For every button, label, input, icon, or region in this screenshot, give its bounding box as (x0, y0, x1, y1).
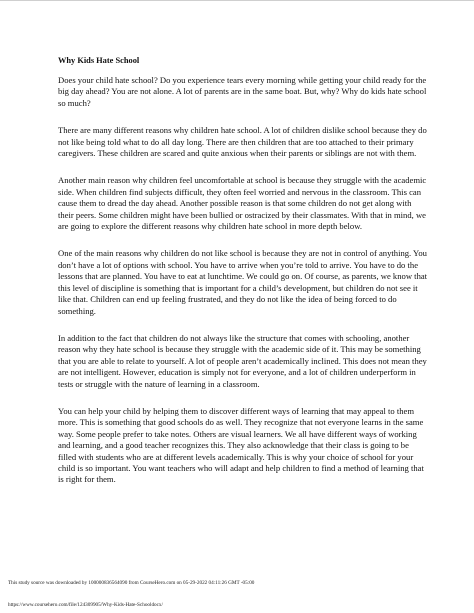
paragraph-structure: In addition to the fact that children do not always like the structure that comes with schooling, another reason why they hate school is because they struggle with the academic side of it. This may be something that you are able to relate to yourself. A lot of people aren’t academically inclined. This does not mean they are not intelligent. However, education is simply not for everyone, and a lot of children underperform in tests or struggle with the nature of learning in a classroom. (58, 332, 427, 389)
top-divider (0, 0, 474, 1)
paragraph-learning-styles: You can help your child by helping them to discover different ways of learning that may appeal to them more. This is something that good schools do as well. They recognize that not everyone learns in the same way. Some people prefer to take notes. Others are visual learners. We all have different ways of working and learning, and a good teacher recognizes this. They also acknowledge that their class is going to be filled with students who are at different levels academically. This is why your choice of school for your child is so important. You want teachers who will adapt and help children to find a method of learning that is right for them. (58, 405, 424, 485)
paragraph-intro: Does your child hate school? Do you experience tears every morning while getting your child ready for the big day ahead? You are not alone. A lot of parents are in the same boat. But, why? Why do kids hate school so much? (58, 75, 427, 108)
paragraph-academic: Another main reason why children feel uncomfortable at school is because they struggle with the academic side. When children find subjects difficult, they often feel worried and nervous in the classroom. This can cause them to dread the day ahead. Another possible reason is that some children do not get along with their peers. Some children might have been bullied or ostracized by their classmates. With that in mind, we are going to explore the different reasons why children hate school in more depth below. (58, 175, 427, 232)
download-source-note: This study source was downloaded by 100000836564090 from CourseHero.com on 05-29-2022 04:11:26 GMT -05:00 (8, 580, 255, 586)
paragraph-reasons: There are many different reasons why children hate school. A lot of children dislike school because they do not like being told what to do all day long. There are then children that are too attached to their primary caregivers. These children are scared and quite anxious when their parents or siblings are not with them. (58, 125, 427, 159)
paragraph-control: One of the main reasons why children do not like school is because they are not in control of anything. You don’t have a lot of options with school. You have to arrive when you’re told to arrive. You have to do the lessons that are planned. You have to eat at lunchtime. We could go on. Of course, as parents, we know that this level of discipline is something that is important for a child’s development, but children do not see it like that. Children can end up feeling frustrated, and they do not like the idea of being forced to do something. (58, 248, 428, 316)
document-title: Why Kids Hate School (58, 56, 140, 65)
document-page (58, 56, 428, 486)
source-url[interactable]: https://www.coursehero.com/file/124309905/Why-Kids-Hate-Schooldocx/ (8, 602, 163, 608)
